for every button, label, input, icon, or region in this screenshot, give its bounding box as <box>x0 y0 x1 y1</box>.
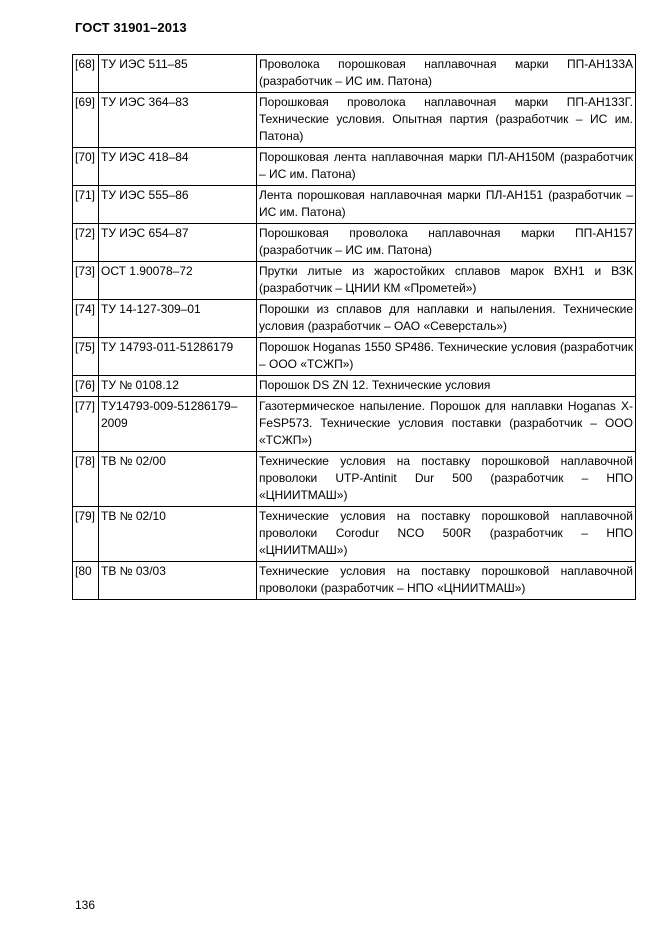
document-header: ГОСТ 31901–2013 <box>75 20 187 35</box>
table-row <box>73 507 636 562</box>
ref-number: [80 <box>73 562 99 600</box>
page-number: 136 <box>75 898 96 912</box>
ref-description: Технические условия на поставку порошковой наплавочной проволоки (разработчик – НПО «ЦНИИТМАШ») <box>257 562 636 600</box>
ref-description: Порошковая проволока наплавочная марки ПП-АН133Г. Технические условия. Опытная партия (разработчик – ИС им. Патона) <box>257 93 636 148</box>
references-table <box>72 54 636 600</box>
ref-number: [79] <box>73 507 99 562</box>
ref-document: ТУ ИЭС 511–85 <box>99 55 257 93</box>
ref-document: ТВ № 03/03 <box>99 562 257 600</box>
table-row <box>73 55 636 93</box>
ref-document: ТУ ИЭС 654–87 <box>99 224 257 262</box>
table-row <box>73 148 636 186</box>
ref-description: Лента порошковая наплавочная марки ПЛ-АН151 (разработчик – ИС им. Патона) <box>257 186 636 224</box>
ref-number: [68] <box>73 55 99 93</box>
ref-description: Газотермическое напыление. Порошок для наплавки Hoganas X-FeSP573. Технические условия поставки (разработчик – ООО «ТСЖП») <box>257 397 636 452</box>
ref-document: ТУ ИЭС 555–86 <box>99 186 257 224</box>
ref-description: Порошок DS ZN 12. Технические условия <box>257 376 636 397</box>
table-row <box>73 93 636 148</box>
ref-number: [72] <box>73 224 99 262</box>
table-row <box>73 224 636 262</box>
table-row <box>73 262 636 300</box>
ref-document: ТУ № 0108.12 <box>99 376 257 397</box>
ref-number: [69] <box>73 93 99 148</box>
ref-description: Технические условия на поставку порошковой наплавочной проволоки Corodur NCO 500R (разработчик – НПО «ЦНИИТМАШ») <box>257 507 636 562</box>
ref-description: Прутки литые из жаростойких сплавов марок ВХН1 и ВЗК (разработчик – ЦНИИ КМ «Прометей») <box>257 262 636 300</box>
ref-number: [74] <box>73 300 99 338</box>
table-row <box>73 186 636 224</box>
table-row <box>73 562 636 600</box>
ref-description: Технические условия на поставку порошковой наплавочной проволоки UTP-Antinit Dur 500 (разработчик – НПО «ЦНИИТМАШ») <box>257 452 636 507</box>
ref-description: Проволока порошковая наплавочная марки ПП-АН133А (разработчик – ИС им. Патона) <box>257 55 636 93</box>
ref-document: ТВ № 02/00 <box>99 452 257 507</box>
ref-document: ТУ14793-009-51286179–2009 <box>99 397 257 452</box>
table-row <box>73 376 636 397</box>
ref-number: [73] <box>73 262 99 300</box>
ref-document: ТУ 14-127-309–01 <box>99 300 257 338</box>
ref-document: ОСТ 1.90078–72 <box>99 262 257 300</box>
ref-number: [70] <box>73 148 99 186</box>
ref-description: Порошковая лента наплавочная марки ПЛ-АН150М (разработчик – ИС им. Патона) <box>257 148 636 186</box>
table-row <box>73 338 636 376</box>
ref-document: ТУ ИЭС 418–84 <box>99 148 257 186</box>
ref-number: [71] <box>73 186 99 224</box>
ref-number: [77] <box>73 397 99 452</box>
ref-description: Порошок Hoganas 1550 SP486. Технические условия (разработчик – ООО «ТСЖП») <box>257 338 636 376</box>
references-table-body <box>73 55 636 600</box>
ref-number: [75] <box>73 338 99 376</box>
ref-number: [78] <box>73 452 99 507</box>
ref-description: Порошки из сплавов для наплавки и напыления. Технические условия (разработчик – ОАО «Северсталь») <box>257 300 636 338</box>
table-row <box>73 300 636 338</box>
ref-document: ТВ № 02/10 <box>99 507 257 562</box>
table-row <box>73 397 636 452</box>
ref-description: Порошковая проволока наплавочная марки ПП-АН157 (разработчик – ИС им. Патона) <box>257 224 636 262</box>
ref-document: ТУ ИЭС 364–83 <box>99 93 257 148</box>
ref-document: ТУ 14793-011-51286179 <box>99 338 257 376</box>
ref-number: [76] <box>73 376 99 397</box>
table-row <box>73 452 636 507</box>
